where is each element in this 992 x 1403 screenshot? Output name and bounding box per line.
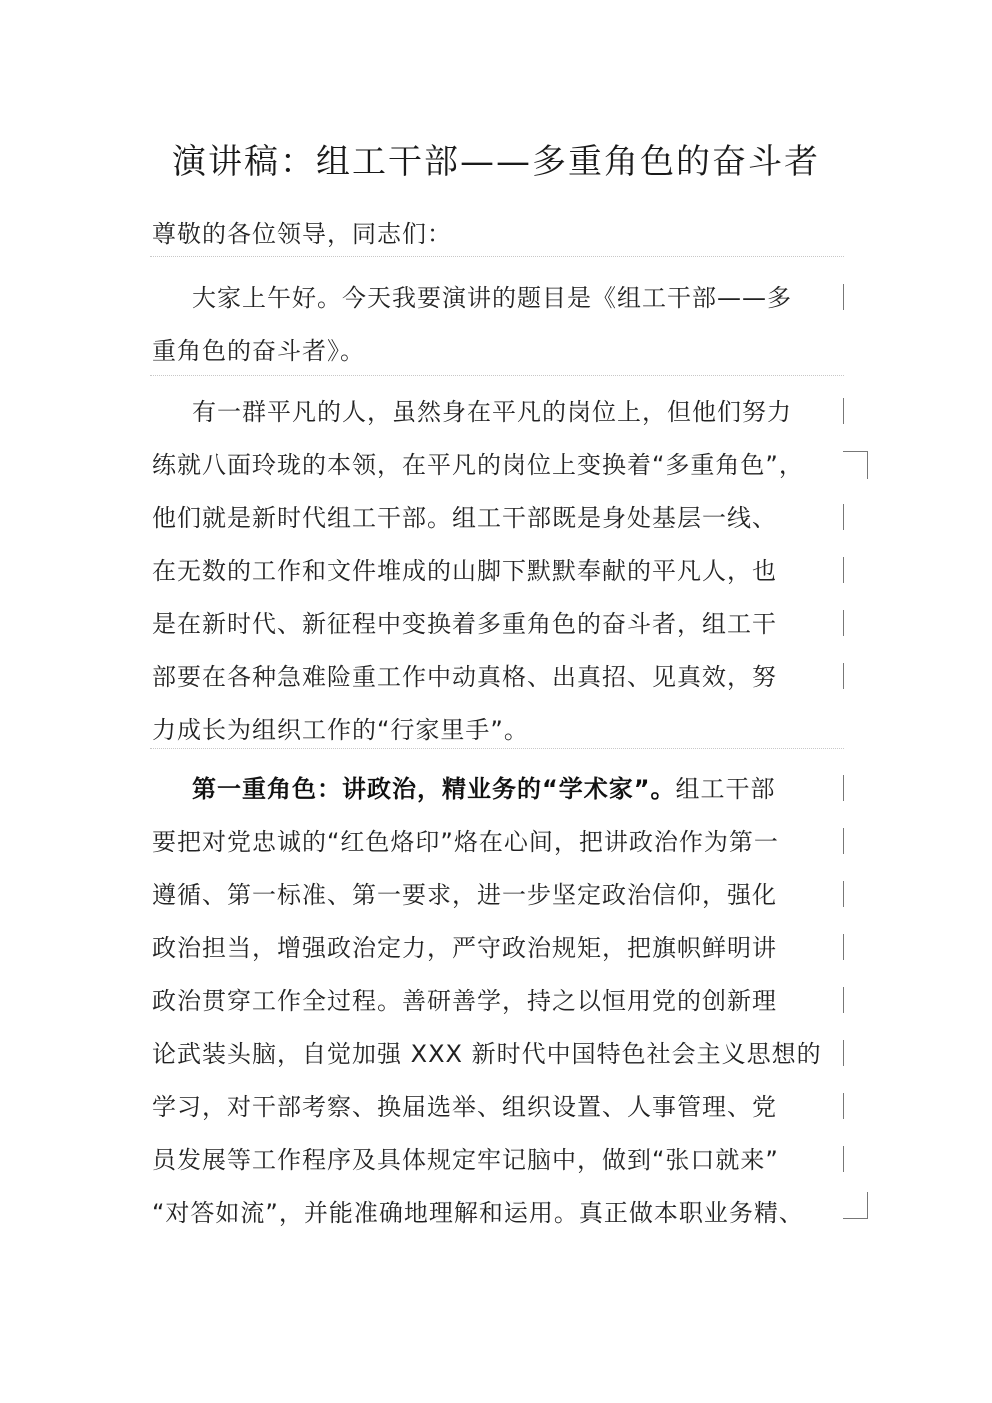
paragraph-line-tail: 组工干部 xyxy=(675,775,776,803)
margin-mark xyxy=(843,1040,844,1066)
paragraph-line: 论武装头脑，自觉加强 XXX 新时代中国特色社会主义思想的 xyxy=(152,1040,822,1068)
margin-mark xyxy=(843,775,844,801)
margin-mark xyxy=(867,1192,868,1219)
margin-mark xyxy=(843,934,844,960)
paragraph-line: 员发展等工作程序及具体规定牢记脑中，做到“张口就来” xyxy=(152,1146,779,1174)
margin-mark xyxy=(843,987,844,1013)
margin-mark xyxy=(843,398,844,424)
paragraph-line: 他们就是新时代组工干部。组工干部既是身处基层一线、 xyxy=(152,504,777,532)
paragraph-line: 政治贯穿工作全过程。善研善学，持之以恒用党的创新理 xyxy=(152,987,777,1015)
paragraph-line: 大家上午好。今天我要演讲的题目是《组工干部——多 xyxy=(192,284,792,312)
paragraph-line xyxy=(152,763,842,816)
paragraph-separator xyxy=(150,256,844,257)
paragraph-line: 政治担当，增强政治定力，严守政治规矩，把旗帜鲜明讲 xyxy=(152,934,777,962)
margin-mark xyxy=(843,881,844,907)
margin-mark xyxy=(843,284,844,310)
paragraph-line: 重角色的奋斗者》。 xyxy=(152,337,365,365)
paragraph-2 xyxy=(152,386,842,757)
paragraph-line: 在无数的工作和文件堆成的山脚下默默奉献的平凡人，也 xyxy=(152,557,777,585)
paragraph-line: 部要在各种急难险重工作中动真格、出真招、见真效，努 xyxy=(152,663,777,691)
paragraph-line: “对答如流”，并能准确地理解和运用。真正做本职业务精、 xyxy=(152,1199,804,1227)
margin-mark xyxy=(867,451,868,479)
margin-mark xyxy=(843,1093,844,1119)
paragraph-1 xyxy=(152,272,842,378)
paragraph-line: 要把对党忠诚的“红色烙印”烙在心间，把讲政治作为第一 xyxy=(152,828,779,856)
margin-mark xyxy=(843,504,844,530)
paragraph-line: 练就八面玲珑的本领，在平凡的岗位上变换着“多重角色”， xyxy=(152,451,804,479)
paragraph-3 xyxy=(152,763,842,1240)
margin-mark xyxy=(843,451,867,452)
paragraph-separator xyxy=(150,375,844,376)
paragraph-line: 遵循、第一标准、第一要求，进一步坚定政治信仰，强化 xyxy=(152,881,777,909)
margin-mark xyxy=(843,663,844,689)
margin-mark xyxy=(843,557,844,583)
section-heading: 第一重角色：讲政治，精业务的“学术家”。 xyxy=(192,775,676,803)
paragraph-line: 有一群平凡的人，虽然身在平凡的岗位上，但他们努力 xyxy=(192,398,792,426)
paragraph-line: 是在新时代、新征程中变换着多重角色的奋斗者，组工干 xyxy=(152,610,777,638)
greeting-line: 尊敬的各位领导，同志们： xyxy=(152,220,452,248)
document-title: 演讲稿：组工干部——多重角色的奋斗者 xyxy=(172,142,820,182)
margin-mark xyxy=(843,1218,867,1219)
margin-mark xyxy=(843,828,844,854)
paragraph-line: 力成长为组织工作的“行家里手”。 xyxy=(152,716,529,744)
paragraph-line: 学习，对干部考察、换届选举、组织设置、人事管理、党 xyxy=(152,1093,777,1121)
margin-mark xyxy=(843,1146,844,1172)
paragraph-separator xyxy=(150,748,844,749)
margin-mark xyxy=(843,610,844,636)
